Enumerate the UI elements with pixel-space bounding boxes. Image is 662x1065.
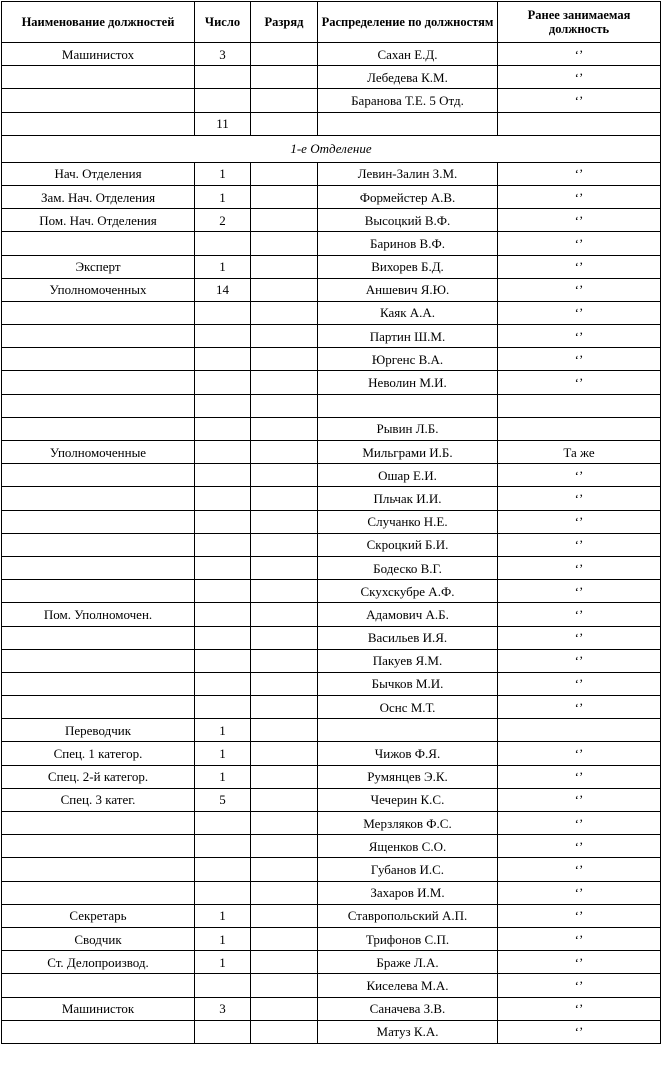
previous-position-cell: Та же [498,441,661,464]
grade-cell [251,325,318,348]
staff-table [1,1,661,1044]
name-cell: Лебедева К.М. [318,66,498,89]
previous-position-cell: ‘’ [498,951,661,974]
table-row [2,765,661,788]
position-cell [2,626,195,649]
name-cell: Чечерин К.С. [318,788,498,811]
grade-cell [251,951,318,974]
name-cell: Скроцкий Б.И. [318,533,498,556]
name-cell: Ставропольский А.П. [318,904,498,927]
grade-cell [251,719,318,742]
section-title: 1-е Отделение [2,135,661,162]
count-cell: 1 [195,904,251,927]
grade-cell [251,927,318,950]
count-cell [195,89,251,112]
previous-position-cell: ‘’ [498,974,661,997]
name-cell: Юргенс В.А. [318,348,498,371]
count-cell [195,301,251,324]
position-cell [2,487,195,510]
table-row [2,951,661,974]
table-row [2,185,661,208]
previous-position-cell: ‘’ [498,348,661,371]
previous-position-cell: ‘’ [498,927,661,950]
name-cell: Левин-Залин З.М. [318,162,498,185]
grade-cell [251,649,318,672]
grade-cell [251,43,318,66]
name-cell: Вихорев Б.Д. [318,255,498,278]
previous-position-cell: ‘’ [498,626,661,649]
table-row [2,1020,661,1043]
count-cell [195,881,251,904]
name-cell: Адамович А.Б. [318,603,498,626]
position-cell [2,556,195,579]
name-cell: Рывин Л.Б. [318,417,498,440]
previous-position-cell: ‘’ [498,812,661,835]
previous-position-cell: ‘’ [498,510,661,533]
grade-cell [251,394,318,417]
previous-position-cell: ‘’ [498,255,661,278]
grade-cell [251,464,318,487]
previous-position-cell: ‘’ [498,765,661,788]
previous-position-cell [498,719,661,742]
grade-cell [251,510,318,533]
header-position: Наименование должностей [2,2,195,43]
position-cell [2,348,195,371]
previous-position-cell: ‘’ [498,371,661,394]
count-cell: 2 [195,209,251,232]
count-cell: 1 [195,185,251,208]
position-cell [2,649,195,672]
position-cell [2,510,195,533]
count-cell: 14 [195,278,251,301]
count-cell [195,394,251,417]
position-cell [2,417,195,440]
count-cell: 1 [195,162,251,185]
previous-position-cell: ‘’ [498,464,661,487]
previous-position-cell: ‘’ [498,858,661,881]
header-row [2,2,661,43]
previous-position-cell [498,112,661,135]
position-cell [2,881,195,904]
table-row [2,487,661,510]
count-cell [195,232,251,255]
table-row [2,927,661,950]
position-cell: Пом. Нач. Отделения [2,209,195,232]
count-cell [195,510,251,533]
name-cell [318,112,498,135]
table-row [2,835,661,858]
name-cell: Мильграми И.Б. [318,441,498,464]
grade-cell [251,162,318,185]
name-cell: Каяк А.А. [318,301,498,324]
count-cell: 1 [195,742,251,765]
table-row [2,89,661,112]
grade-cell [251,858,318,881]
grade-cell [251,812,318,835]
count-cell: 1 [195,765,251,788]
previous-position-cell: ‘’ [498,232,661,255]
name-cell: Партин Ш.М. [318,325,498,348]
previous-position-cell: ‘’ [498,89,661,112]
position-cell: Спец. 2-й категор. [2,765,195,788]
count-cell [195,371,251,394]
name-cell: Пакуев Я.М. [318,649,498,672]
count-cell [195,533,251,556]
position-cell: Спец. 3 катег. [2,788,195,811]
previous-position-cell: ‘’ [498,997,661,1020]
count-cell [195,672,251,695]
grade-cell [251,742,318,765]
grade-cell [251,255,318,278]
name-cell [318,719,498,742]
grade-cell [251,348,318,371]
table-row [2,232,661,255]
grade-cell [251,89,318,112]
table-row [2,626,661,649]
name-cell: Румянцев Э.К. [318,765,498,788]
table-row [2,301,661,324]
position-cell [2,974,195,997]
name-cell: Баранова Т.Е. 5 Отд. [318,89,498,112]
grade-cell [251,626,318,649]
grade-cell [251,788,318,811]
position-cell [2,533,195,556]
name-cell: Формейстер А.В. [318,185,498,208]
grade-cell [251,580,318,603]
grade-cell [251,997,318,1020]
table-row [2,278,661,301]
position-cell: Сводчик [2,927,195,950]
header-distribution: Распределение по должностям [318,2,498,43]
position-cell [2,835,195,858]
position-cell [2,394,195,417]
count-cell [195,1020,251,1043]
name-cell: Захаров И.М. [318,881,498,904]
table-row [2,881,661,904]
count-cell [195,580,251,603]
grade-cell [251,974,318,997]
grade-cell [251,209,318,232]
position-cell [2,464,195,487]
table-row [2,348,661,371]
header-previous-position: Ранее занимаемая должность [498,2,661,43]
count-cell [195,464,251,487]
previous-position-cell: ‘’ [498,672,661,695]
count-cell [195,487,251,510]
table-row [2,441,661,464]
previous-position-cell: ‘’ [498,556,661,579]
count-cell: 3 [195,43,251,66]
position-cell [2,301,195,324]
position-cell: Уполномоченные [2,441,195,464]
count-cell: 3 [195,997,251,1020]
table-row [2,603,661,626]
position-cell: Машинисток [2,997,195,1020]
name-cell: Ященков С.О. [318,835,498,858]
position-cell: Зам. Нач. Отделения [2,185,195,208]
name-cell: Пльчак И.И. [318,487,498,510]
position-cell [2,812,195,835]
table-row [2,43,661,66]
count-cell: 5 [195,788,251,811]
table-row [2,510,661,533]
position-cell: Переводчик [2,719,195,742]
grade-cell [251,441,318,464]
name-cell: Губанов И.С. [318,858,498,881]
grade-cell [251,1020,318,1043]
grade-cell [251,603,318,626]
main-rows [2,162,661,1043]
count-cell [195,603,251,626]
top-rows [2,43,661,136]
grade-cell [251,835,318,858]
table-row [2,742,661,765]
name-cell: Саначева З.В. [318,997,498,1020]
name-cell: Бодеско В.Г. [318,556,498,579]
count-cell [195,974,251,997]
grade-cell [251,371,318,394]
count-cell: 1 [195,951,251,974]
position-cell: Ст. Делопроизвод. [2,951,195,974]
count-cell [195,626,251,649]
position-cell [2,325,195,348]
table-row [2,533,661,556]
previous-position-cell: ‘’ [498,325,661,348]
grade-cell [251,672,318,695]
name-cell: Высоцкий В.Ф. [318,209,498,232]
position-cell [2,66,195,89]
name-cell: Оснс М.Т. [318,696,498,719]
grade-cell [251,696,318,719]
count-cell [195,812,251,835]
name-cell: Трифонов С.П. [318,927,498,950]
position-cell: Секретарь [2,904,195,927]
previous-position-cell: ‘’ [498,881,661,904]
table-row [2,649,661,672]
count-cell [195,66,251,89]
grade-cell [251,881,318,904]
count-cell [195,325,251,348]
position-cell: Машинистох [2,43,195,66]
position-cell: Эксперт [2,255,195,278]
count-cell [195,348,251,371]
count-cell: 11 [195,112,251,135]
position-cell: Пом. Уполномочен. [2,603,195,626]
header-grade: Разряд [251,2,318,43]
previous-position-cell: ‘’ [498,301,661,324]
table-row [2,66,661,89]
table-row [2,255,661,278]
grade-cell [251,556,318,579]
count-cell: 1 [195,927,251,950]
name-cell: Мерзляков Ф.С. [318,812,498,835]
position-cell: Уполномоченных [2,278,195,301]
position-cell [2,89,195,112]
table-row [2,325,661,348]
position-cell: Спец. 1 категор. [2,742,195,765]
name-cell: Баринов В.Ф. [318,232,498,255]
position-cell [2,858,195,881]
grade-cell [251,301,318,324]
grade-cell [251,765,318,788]
name-cell: Чижов Ф.Я. [318,742,498,765]
grade-cell [251,904,318,927]
position-cell [2,232,195,255]
table-row [2,974,661,997]
grade-cell [251,232,318,255]
previous-position-cell: ‘’ [498,162,661,185]
position-cell: Нач. Отделения [2,162,195,185]
previous-position-cell: ‘’ [498,904,661,927]
table-row [2,788,661,811]
position-cell [2,696,195,719]
table-row [2,209,661,232]
header-count: Число [195,2,251,43]
grade-cell [251,278,318,301]
table-row [2,672,661,695]
name-cell: Браже Л.А. [318,951,498,974]
previous-position-cell: ‘’ [498,580,661,603]
name-cell: Случанко Н.Е. [318,510,498,533]
name-cell: Неволин М.И. [318,371,498,394]
section-row [2,135,661,162]
previous-position-cell: ‘’ [498,209,661,232]
table-row [2,997,661,1020]
grade-cell [251,112,318,135]
name-cell: Васильев И.Я. [318,626,498,649]
previous-position-cell: ‘’ [498,533,661,556]
name-cell [318,394,498,417]
name-cell: Сахан Е.Д. [318,43,498,66]
name-cell: Аншевич Я.Ю. [318,278,498,301]
table-row [2,904,661,927]
grade-cell [251,417,318,440]
count-cell: 1 [195,255,251,278]
position-cell [2,672,195,695]
count-cell [195,835,251,858]
previous-position-cell: ‘’ [498,696,661,719]
count-cell [195,556,251,579]
previous-position-cell [498,417,661,440]
grade-cell [251,66,318,89]
previous-position-cell: ‘’ [498,185,661,208]
previous-position-cell: ‘’ [498,742,661,765]
table-row [2,580,661,603]
count-cell: 1 [195,719,251,742]
previous-position-cell [498,394,661,417]
grade-cell [251,533,318,556]
previous-position-cell: ‘’ [498,788,661,811]
count-cell [195,417,251,440]
table-row [2,417,661,440]
name-cell: Бычков М.И. [318,672,498,695]
name-cell: Скухскубре А.Ф. [318,580,498,603]
table-row [2,812,661,835]
table-row [2,858,661,881]
position-cell [2,371,195,394]
table-row [2,556,661,579]
count-cell [195,696,251,719]
table-row [2,719,661,742]
section-block [2,135,661,162]
table-row [2,696,661,719]
table-row [2,464,661,487]
name-cell: Ошар Е.И. [318,464,498,487]
position-cell [2,580,195,603]
count-cell [195,441,251,464]
previous-position-cell: ‘’ [498,835,661,858]
position-cell [2,1020,195,1043]
previous-position-cell: ‘’ [498,278,661,301]
table-row [2,162,661,185]
count-cell [195,858,251,881]
table-row [2,371,661,394]
name-cell: Матуз К.А. [318,1020,498,1043]
count-cell [195,649,251,672]
grade-cell [251,487,318,510]
position-cell [2,112,195,135]
grade-cell [251,185,318,208]
table-row [2,394,661,417]
previous-position-cell: ‘’ [498,66,661,89]
previous-position-cell: ‘’ [498,649,661,672]
table-row [2,112,661,135]
previous-position-cell: ‘’ [498,603,661,626]
previous-position-cell: ‘’ [498,43,661,66]
previous-position-cell: ‘’ [498,487,661,510]
previous-position-cell: ‘’ [498,1020,661,1043]
name-cell: Киселева М.А. [318,974,498,997]
